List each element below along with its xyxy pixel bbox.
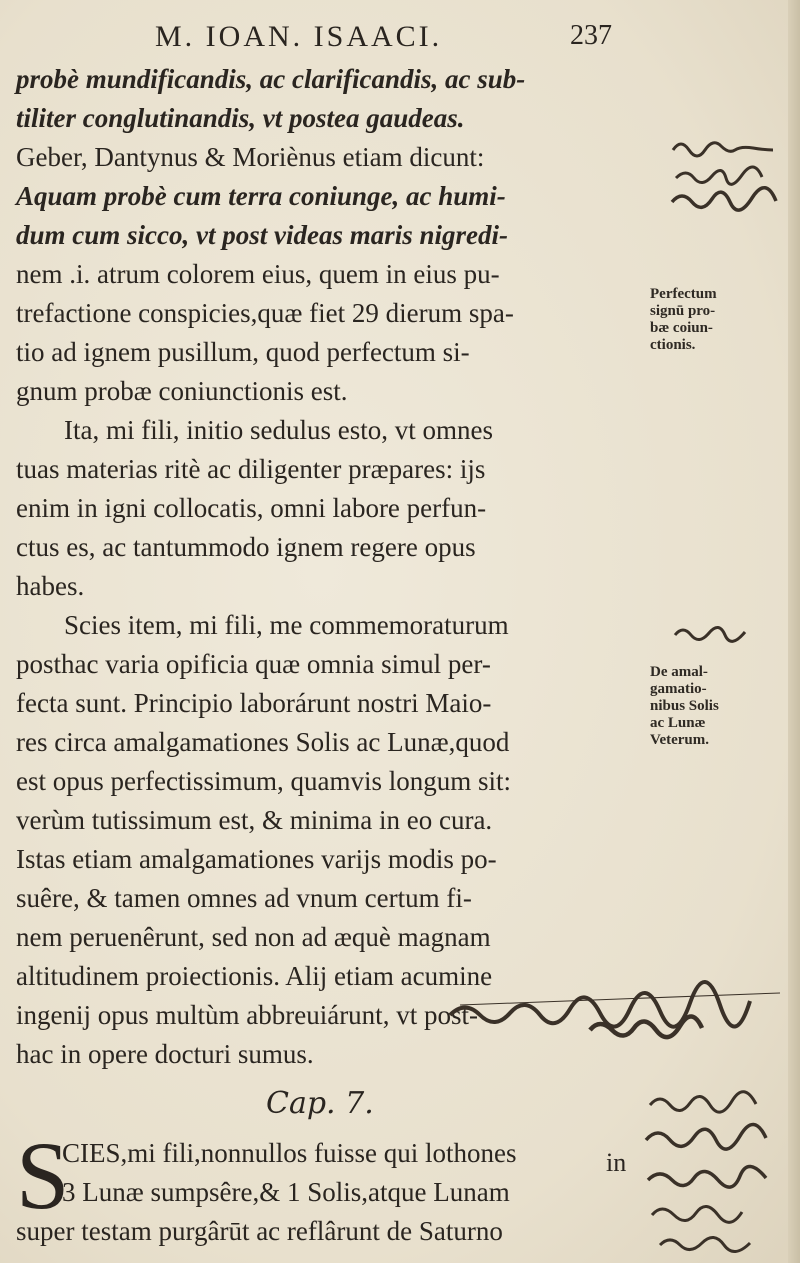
chapter-line: CIES,mi fili,nonnullos fuisse qui lothones xyxy=(62,1138,517,1168)
text-line: gnum probæ coniunctionis est. xyxy=(16,376,348,406)
text-line: nem peruenêrunt, sed non ad æquè magnam xyxy=(16,922,491,952)
text-line: posthac varia opificia quæ omnia simul per- xyxy=(16,649,491,679)
text-line: Istas etiam amalgamationes varijs modis po- xyxy=(16,844,497,874)
text-line: est opus perfectissimum, quamvis longum sit: xyxy=(16,766,511,796)
sidenote-line: nibus Solis xyxy=(650,698,719,714)
sidenote-line: Perfectum xyxy=(650,286,717,302)
sidenote-line: ac Lunæ xyxy=(650,715,706,731)
text-line: tuas materias ritè ac diligenter præpares: ijs xyxy=(16,454,486,484)
chapter-opening xyxy=(16,1122,636,1251)
main-text xyxy=(16,60,636,1251)
text-line: tiliter conglutinandis, vt postea gaudeas. xyxy=(16,103,465,133)
text-line: habes. xyxy=(16,571,85,601)
sidenote-line: bæ coiun- xyxy=(650,320,713,336)
text-line: Aquam probè cum terra coniunge, ac humi- xyxy=(16,181,506,211)
text-line: suêre, & tamen omnes ad vnum certum fi- xyxy=(16,883,472,913)
text-line: probè mundificandis, ac clarificandis, ac sub- xyxy=(16,64,526,94)
sidenote-amalgamation xyxy=(650,664,768,749)
text-line: Scies item, mi fili, me commemoraturum xyxy=(64,610,509,640)
running-head: M. IOAN. ISAACI. xyxy=(155,20,443,53)
text-line: altitudinem proiectionis. Alij etiam acumine xyxy=(16,961,493,991)
chapter-heading: Cap. 7. xyxy=(266,1086,374,1121)
text-line: trefactione conspicies,quæ fiet 29 dierum spa- xyxy=(16,298,514,328)
text-line: fecta sunt. Principio laborárunt nostri Maio- xyxy=(16,688,492,718)
text-line: tio ad ignem pusillum, quod perfectum si- xyxy=(16,337,470,367)
text-line: res circa amalgamationes Solis ac Lunæ,quod xyxy=(16,727,510,757)
handwritten-annotation xyxy=(668,130,788,215)
chapter-line: super testam purgârūt ac reflârunt de Saturno xyxy=(16,1216,503,1246)
page-header xyxy=(0,20,800,60)
handwritten-annotation xyxy=(440,975,800,1045)
chapter-line: 3 Lunæ sumpsêre,& 1 Solis,atque Lunam xyxy=(62,1177,510,1207)
sidenote-perfectum xyxy=(650,286,768,354)
text-line: ctus es, ac tantummodo ignem regere opus xyxy=(16,532,476,562)
text-line: enim in igni collocatis, omni labore perfun- xyxy=(16,493,487,523)
text-line: Ita, mi fili, initio sedulus esto, vt omnes xyxy=(64,415,493,445)
sidenote-line: gamatio- xyxy=(650,681,707,697)
drop-capital: S xyxy=(16,1122,70,1229)
handwritten-annotation xyxy=(640,1085,798,1260)
catchword: in xyxy=(606,1148,627,1177)
text-line: ingenij opus multùm abbreuiárunt, vt post- xyxy=(16,1000,478,1030)
text-line: Geber, Dantynus & Moriènus etiam dicunt: xyxy=(16,142,485,172)
handwritten-annotation xyxy=(670,615,750,650)
text-line: verùm tutissimum est, & minima in eo cura. xyxy=(16,805,493,835)
page-edge xyxy=(788,0,800,1263)
body-lines xyxy=(16,60,636,1074)
text-line: hac in opere docturi sumus. xyxy=(16,1039,314,1069)
text-line: nem .i. atrum colorem eius, quem in eius pu- xyxy=(16,259,500,289)
sidenote-line: ctionis. xyxy=(650,337,696,353)
sidenote-line: De amal- xyxy=(650,664,708,680)
sidenote-line: signū pro- xyxy=(650,303,716,319)
page-number: 237 xyxy=(570,20,612,51)
sidenote-line: Veterum. xyxy=(650,732,710,748)
text-line: dum cum sicco, vt post videas maris nigredi- xyxy=(16,220,508,250)
